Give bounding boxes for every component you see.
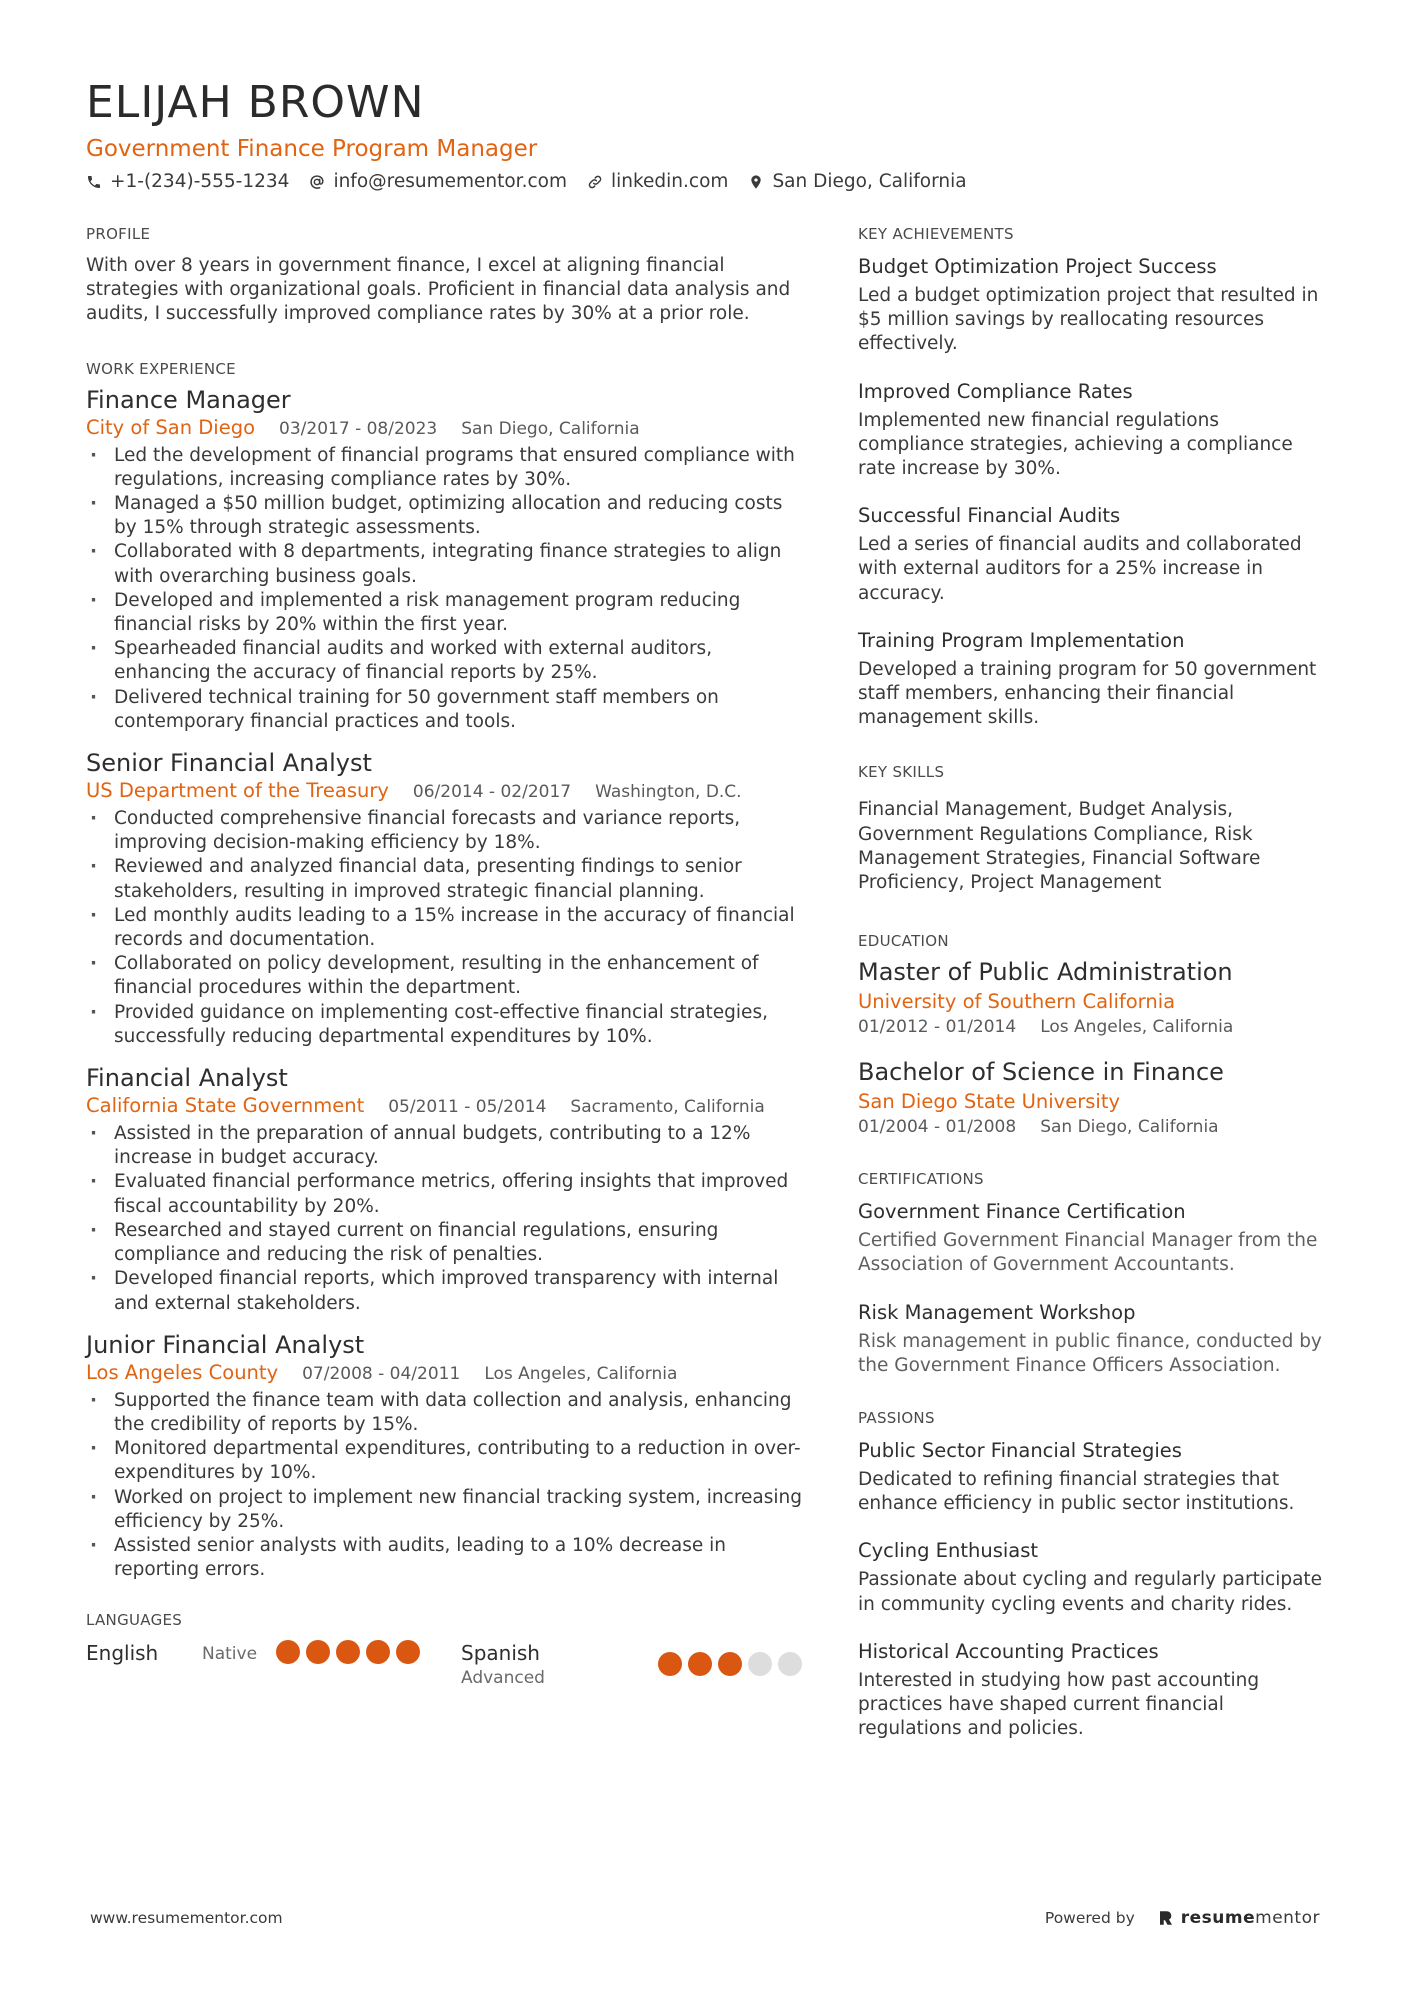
- company-name: US Department of the Treasury: [86, 779, 389, 803]
- job-location: San Diego, California: [461, 418, 640, 439]
- job-bullet: · Provided guidance on implementing cost-effective financial strategies, successfully reducing departmental expenditures by 10%.: [86, 1001, 802, 1049]
- job-bullet: · Reviewed and analyzed financial data, presenting findings to senior stakeholders, resulting in improved strategic financial planning.: [86, 855, 802, 903]
- rating-dot-filled: [306, 1640, 330, 1664]
- education-item: [858, 1057, 1324, 1139]
- education-item: [858, 957, 1324, 1039]
- job-dates: 07/2008 - 04/2011: [302, 1363, 461, 1384]
- achievement-item: [858, 379, 1324, 482]
- footer: [90, 1908, 1320, 1928]
- passion-item: [858, 1538, 1324, 1616]
- job-bullet: · Monitored departmental expenditures, contributing to a reduction in over-expenditures by 10%.: [86, 1437, 802, 1485]
- job-bullet: · Assisted senior analysts with audits, leading to a 10% decrease in reporting errors.: [86, 1534, 802, 1582]
- job-bullet: · Led monthly audits leading to a 15% increase in the accuracy of financial records and documentation.: [86, 904, 802, 952]
- achievement-title: Improved Compliance Rates: [858, 379, 1133, 403]
- contact-phone-text: +1-(234)-555-1234: [110, 171, 290, 192]
- certification-title: Risk Management Workshop: [858, 1300, 1136, 1324]
- language-list: [86, 1640, 802, 1690]
- job-bullet: · Worked on project to implement new financial tracking system, increasing efficiency by 25%.: [86, 1486, 802, 1534]
- job-bullet: · Spearheaded financial audits and worked with external auditors, enhancing the accuracy of financial reports by 25%.: [86, 637, 802, 685]
- achievement-text: Led a series of financial audits and collaborated with external auditors for a 25% increase in accuracy.: [858, 534, 1302, 604]
- contact-linkedin[interactable]: [587, 168, 728, 196]
- education-location: San Diego, California: [1040, 1117, 1219, 1138]
- language-item: [461, 1640, 802, 1690]
- skills-text: Financial Management, Budget Analysis, Government Regulations Compliance, Risk Management Strategies, Financial Software Proficiency, Project Management: [858, 799, 1261, 894]
- job-entry: [86, 1063, 802, 1316]
- education-dates: 01/2012 - 01/2014: [858, 1017, 1017, 1038]
- section-heading: PROFILE: [86, 225, 151, 243]
- company-name: City of San Diego: [86, 415, 256, 439]
- rating-dot-empty: [748, 1652, 772, 1676]
- achievement-text: Developed a training program for 50 government staff members, enhancing their financial management skills.: [858, 658, 1317, 729]
- section-heading: EDUCATION: [858, 932, 949, 951]
- job-bullet: · Developed financial reports, which improved transparency with internal and external stakeholders.: [86, 1267, 802, 1315]
- rating-dot-filled: [276, 1640, 300, 1664]
- achievement-text: Implemented new financial regulations compliance strategies, achieving a compliance rate increase by 30%.: [858, 409, 1293, 480]
- job-title: Finance Manager: [86, 385, 291, 414]
- language-rating: [276, 1640, 420, 1664]
- header: [86, 78, 1324, 196]
- passion-text: Dedicated to refining financial strategies that enhance efficiency in public sector institutions.: [858, 1469, 1295, 1515]
- language-item: [86, 1640, 461, 1666]
- job-bullet: · Developed and implemented a risk management program reducing financial risks by 20% within the first year.: [86, 589, 802, 637]
- passion-title: Historical Accounting Practices: [858, 1639, 1159, 1663]
- contact-phone[interactable]: [86, 168, 289, 196]
- footer-website-link[interactable]: www.resumementor.com: [90, 1909, 283, 1927]
- language-name: English: [86, 1641, 159, 1666]
- profile-text: With over 8 years in government finance, I excel at aligning financial strategies with organizational goals. Proficient in financial data analysis and audits, I successfully improved compliance rates by 30% at a prior role.: [86, 255, 791, 325]
- passion-text: Interested in studying how past accounting practices have shaped current financial regulations and policies.: [858, 1669, 1260, 1740]
- job-entry: [86, 1330, 802, 1583]
- powered-by: [1045, 1908, 1320, 1928]
- contact-email[interactable]: [309, 168, 567, 196]
- section-heading: CERTIFICATIONS: [858, 1170, 984, 1189]
- job-bullet: · Evaluated financial performance metrics, offering insights that improved fiscal accountability by 20%.: [86, 1170, 802, 1218]
- job-meta: [86, 1093, 802, 1120]
- achievement-title: Budget Optimization Project Success: [858, 255, 1217, 278]
- job-bullets: [86, 1389, 802, 1583]
- job-bullet: · Collaborated on policy development, resulting in the enhancement of financial procedures within the department.: [86, 952, 802, 1000]
- rating-dot-filled: [336, 1640, 360, 1664]
- achievement-item: [858, 254, 1324, 357]
- right-column: [858, 224, 1324, 1773]
- section-heading: KEY ACHIEVEMENTS: [858, 225, 1014, 243]
- job-title: Senior Financial Analyst: [86, 749, 372, 778]
- rating-dot-filled: [688, 1652, 712, 1676]
- job-bullet: · Conducted comprehensive financial forecasts and variance reports, improving decision-making efficiency by 18%.: [86, 807, 802, 855]
- candidate-title: Government Finance Program Manager: [86, 136, 538, 162]
- certifications-section: [858, 1169, 1324, 1378]
- job-meta: [86, 1360, 802, 1387]
- job-bullets: [86, 807, 802, 1049]
- left-column: [86, 224, 802, 1773]
- job-bullet: · Assisted in the preparation of annual budgets, contributing to a 12% increase in budget accuracy.: [86, 1122, 802, 1170]
- certification-title: Government Finance Certification: [858, 1200, 1186, 1224]
- language-level: Native: [202, 1644, 258, 1665]
- certification-item: [858, 1199, 1324, 1277]
- job-title: Financial Analyst: [86, 1064, 288, 1093]
- job-bullet: · Delivered technical training for 50 government staff members on contemporary financial practices and tools.: [86, 686, 802, 734]
- education-meta: [858, 1015, 1324, 1039]
- job-bullets: [86, 1122, 802, 1316]
- brand-bold: resume: [1180, 1908, 1256, 1928]
- passion-item: [858, 1639, 1324, 1742]
- job-bullet: · Researched and stayed current on financial regulations, ensuring compliance and reducing the risk of penalties.: [86, 1219, 802, 1267]
- contact-location-text: San Diego, California: [772, 171, 967, 192]
- achievement-title: Successful Financial Audits: [858, 504, 1121, 528]
- achievement-title: Training Program Implementation: [858, 628, 1185, 652]
- profile-section: [86, 224, 802, 327]
- education-section: [858, 931, 1324, 1139]
- school-name: San Diego State University: [858, 1090, 1121, 1114]
- job-bullet: · Managed a $50 million budget, optimizing allocation and reducing costs by 15% through strategic assessments.: [86, 492, 802, 540]
- education-meta: [858, 1115, 1324, 1139]
- at-icon: [309, 174, 325, 190]
- key-skills-section: [858, 762, 1324, 895]
- phone-icon: [86, 174, 102, 190]
- achievement-item: [858, 503, 1324, 606]
- job-bullet: · Collaborated with 8 departments, integrating finance strategies to align with overarching business goals.: [86, 540, 802, 588]
- resume-columns: [86, 224, 1324, 1773]
- rating-dot-filled: [366, 1640, 390, 1664]
- degree-title: Bachelor of Science in Finance: [858, 1058, 1224, 1087]
- job-bullet: · Led the development of financial programs that ensured compliance with regulations, increasing compliance rates by 30%.: [86, 444, 802, 492]
- passion-item: [858, 1438, 1324, 1516]
- job-bullet: · Supported the finance team with data collection and analysis, enhancing the credibility of reports by 15%.: [86, 1389, 802, 1437]
- passion-text: Passionate about cycling and regularly participate in community cycling events and charity rides.: [858, 1569, 1323, 1615]
- section-heading: KEY SKILLS: [858, 763, 945, 782]
- job-meta: [86, 415, 802, 442]
- education-dates: 01/2004 - 01/2008: [858, 1117, 1017, 1138]
- section-heading: PASSIONS: [858, 1409, 935, 1428]
- work-experience-section: [86, 359, 802, 1583]
- certification-text: Certified Government Financial Manager from the Association of Government Accountants.: [858, 1230, 1318, 1276]
- candidate-name: ELIJAH BROWN: [86, 77, 425, 128]
- education-location: Los Angeles, California: [1040, 1017, 1234, 1038]
- resumementor-logo-icon: [1157, 1909, 1175, 1927]
- rating-dot-filled: [396, 1640, 420, 1664]
- section-heading: LANGUAGES: [86, 1611, 183, 1630]
- rating-dot-empty: [778, 1652, 802, 1676]
- brand-logo[interactable]: [1157, 1908, 1320, 1928]
- rating-dot-filled: [718, 1652, 742, 1676]
- brand-rest: mentor: [1255, 1908, 1320, 1928]
- brand-name: [1181, 1908, 1320, 1928]
- contact-location: [748, 168, 966, 196]
- degree-title: Master of Public Administration: [858, 958, 1233, 987]
- job-entry: [86, 385, 802, 734]
- achievement-text: Led a budget optimization project that resulted in $5 million savings by reallocating resources effectively.: [858, 285, 1319, 355]
- job-bullets: [86, 444, 802, 734]
- passions-section: [858, 1408, 1324, 1741]
- company-name: California State Government: [86, 1094, 365, 1118]
- contact-linkedin-text: linkedin.com: [610, 171, 729, 192]
- key-achievements-section: [858, 224, 1324, 730]
- languages-section: [86, 1610, 802, 1690]
- link-icon: [587, 174, 603, 190]
- passion-title: Public Sector Financial Strategies: [858, 1439, 1182, 1463]
- achievement-item: [858, 628, 1324, 731]
- job-dates: 03/2017 - 08/2023: [279, 418, 438, 439]
- powered-by-label: Powered by: [1044, 1909, 1135, 1927]
- language-rating: [658, 1652, 802, 1676]
- school-name: University of Southern California: [858, 990, 1176, 1014]
- location-pin-icon: [748, 174, 764, 190]
- job-location: Sacramento, California: [570, 1097, 765, 1118]
- certification-text: Risk management in public finance, conducted by the Government Finance Officers Association.: [858, 1330, 1322, 1376]
- section-heading: WORK EXPERIENCE: [86, 359, 236, 378]
- job-dates: 06/2014 - 02/2017: [412, 782, 572, 803]
- job-location: Washington, D.C.: [595, 782, 742, 803]
- job-title: Junior Financial Analyst: [86, 1330, 365, 1359]
- certification-item: [858, 1300, 1324, 1378]
- company-name: Los Angeles County: [86, 1360, 279, 1384]
- job-location: Los Angeles, California: [484, 1363, 678, 1384]
- language-level: Advanced: [461, 1668, 545, 1689]
- contact-email-text: info@resumementor.com: [333, 171, 567, 192]
- language-name: Spanish: [461, 1641, 540, 1666]
- contact-list: [86, 168, 1324, 196]
- job-dates: 05/2011 - 05/2014: [388, 1097, 547, 1118]
- rating-dot-filled: [658, 1652, 682, 1676]
- passion-title: Cycling Enthusiast: [858, 1539, 1039, 1563]
- job-meta: [86, 778, 802, 805]
- job-entry: [86, 748, 802, 1049]
